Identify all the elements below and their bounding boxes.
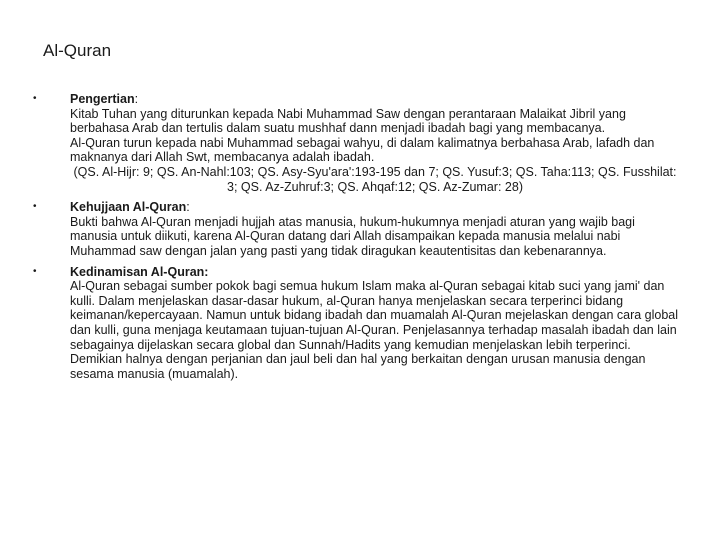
bullet-heading bbox=[70, 265, 683, 280]
bullet-item-kedinamisan bbox=[33, 265, 683, 382]
bullet-dot-icon: • bbox=[33, 201, 37, 213]
bullet-paragraph: Kitab Tuhan yang diturunkan kepada Nabi Muhammad Saw dengan perantaraan Malaikat Jibril yang berbahasa Arab dan tertulis dalam suatu mushhaf dann menjadi ibadah bagi yang membacanya. bbox=[70, 106, 626, 136]
bullet-item-pengertian bbox=[33, 92, 683, 194]
bullet-paragraph: Al-Quran sebagai sumber pokok bagi semua hukum Islam maka al-Quran sebagai kitab suci yang jami' dan kulli. Dalam menjelaskan dasar-dasar hukum, al-Quran hanya menjelaskan secara terperinci bidang keimanan/kepercayaan. Namun untuk bidang ibadah dan muamalah Al-Quran mejelaskan dengan cara global dan kulli, guna menjaga keutamaan tujuan-tujuan Al-Quran. Penjelasannya terhadap masalah ibadah dan lain sebagainya dijelaskan secara global dan Sunnah/Hadits yang kemudian menjelaskan lebih terperinci. Demikian halnya dengan perjanian dan jaul beli dan hal yang berkaitan dengan urusan manusia dengan sesama manusia (muamalah). bbox=[70, 279, 679, 381]
bullet-dot-icon: • bbox=[33, 93, 37, 104]
bullet-heading-label: Pengertian bbox=[70, 92, 135, 106]
bullet-heading-suffix: : bbox=[186, 200, 190, 215]
quran-citation: (QS. Al-Hijr: 9; QS. An-Nahl:103; QS. Asy-Syu'ara':193-195 dan 7; QS. Yusuf:3; QS. Taha:113; QS. Fusshilat: 3; QS. Az-Zuhruf:3; QS. Ahqaf:12; QS. Az-Zumar: 28) bbox=[73, 164, 677, 194]
bullet-paragraph: Al-Quran turun kepada nabi Muhammad sebagai wahyu, di dalam kalimatnya berbahasa Arab, lafadh dan maknanya dari Allah Swt, membacanya adalah ibadah. bbox=[70, 135, 655, 165]
content-bullet-list bbox=[33, 92, 683, 387]
page-title: Al-Quran bbox=[43, 41, 112, 60]
bullet-heading bbox=[70, 92, 683, 107]
bullet-dot-icon: • bbox=[33, 265, 37, 277]
bullet-heading-suffix: : bbox=[134, 92, 139, 106]
bullet-heading-label: Kedinamisan Al-Quran: bbox=[70, 264, 209, 279]
bullet-item-kehujjaan bbox=[33, 200, 683, 258]
bullet-heading-label: Kehujjaan Al-Quran bbox=[70, 200, 187, 215]
bullet-heading bbox=[70, 200, 683, 215]
bullet-paragraph: Bukti bahwa Al-Quran menjadi hujjah atas manusia, hukum-hukumnya menjadi aturan yang wajib bagi manusia untuk diikuti, karena Al-Quran datang dari Allah disampaikan kepada manusia melalui nabi Muhammad saw dengan jalan yang pasti yang tidak diragukan keautentisitas dan kebenarannya. bbox=[70, 214, 635, 258]
